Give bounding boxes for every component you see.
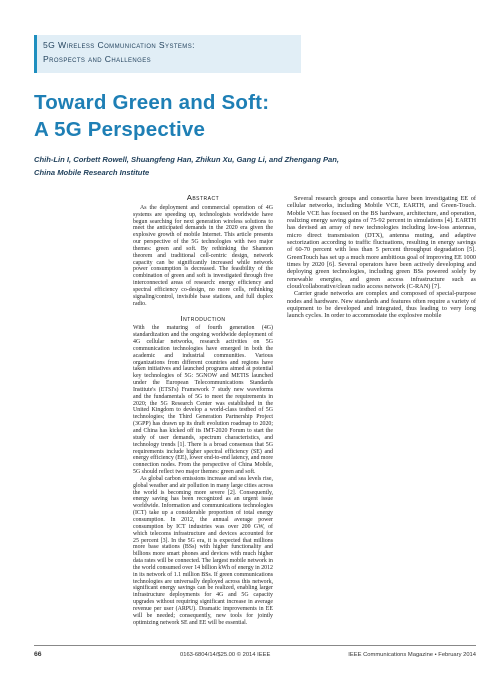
copyright-line: 0163-6804/14/$25.00 © 2014 IEEE [180, 652, 271, 658]
series-header-line1: 5G Wireless Communication Systems: [43, 40, 195, 50]
footer-rule [34, 645, 476, 646]
article-title-line2: A 5G Perspective [34, 118, 206, 141]
intro-paragraph-3: Several research groups and consortia have been investigating EE of cellular networks, including Mobile VCE, EARTH, and Green-Touch. Mobile VCE has focused on the BS hardware, architecture, and operation, realizing energy saving gains of 75-92 percent in simulations [4]. EARTH has devised an array of new technologies including low-loss antennas, micro direct transmission (DTX), antenna muting, and adaptive sectorization according to traffic fluctuations, resulting in energy savings of 60-70 percent with less than 5 percent throughput degradation [5]. GreenTouch has set up a much more ambitious goal of improving EE 1000 times by 2020 [6]. Several operators have been actively developing and deploying green technologies, including green BSs powered solely by renewable energies, and green access infrastructure such as cloud/collaborative/clean radio access network (C-RAN) [7]. [287, 195, 476, 290]
abstract-text: As the deployment and commercial operation of 4G systems are speeding up, technologists worldwide have begun searching for next generation wireless solutions to meet the anticipated demands in the 2020 era given the explosive growth of mobile Internet. This article presents our perspective of the 5G technologies with two major themes: green and soft. By rethinking the Shannon theorem and traditional cell-centric design, network capacity can be significantly increased while network power consumption is decreased. The feasibility of the combination of green and soft is investigated through five interconnected areas of research: energy efficiency and spectral efficiency co-design, no more cells, rethinking signaling/control, invisible base stations, and full duplex radio. [133, 204, 273, 307]
left-column [133, 195, 273, 626]
article-title-line1: Toward Green and Soft: [34, 91, 270, 114]
intro-paragraph-1: With the maturing of fourth generation (4G) standardization and the ongoing worldwide deployment of 4G cellular networks, research activities on 5G communication technologies have emerged in both the academic and industrial communities. Various organizations from different countries and regions have taken initiatives and launched programs aimed at potential key technologies of 5G: 5GNOW and METIS launched under the European Telecommunications Standards Institute's (ETSI's) Framework 7 study new waveforms and the fundamentals of 5G to meet the requirements in 2020; the 5G Research Center was established in the United Kingdom to develop a world-class testbed of 5G technologies; the Third Generation Partnership Project (3GPP) has drawn up its draft evolution roadmap to 2020; and China has kicked off its IMT-2020 Forum to start the study of user demands, spectrum characteristics, and technology trends [1]. There is a broad consensus that 5G requirements include higher spectral efficiency (SE) and energy efficiency (EE), lower end-to-end latency, and more connection nodes. From the perspective of China Mobile, 5G should reflect two major themes: green and soft. [133, 325, 273, 476]
authors-affiliation: China Mobile Research Institute [34, 168, 150, 177]
intro-paragraph-2: As global carbon emissions increase and sea levels rise, global weather and air pollution in many large cities across the world is becoming more severe [2]. Consequently, energy saving has been recognized as an urgent issue worldwide. Information and communications technologies (ICT) take up a considerable proportion of total energy consumption. In 2012, the annual average power consumption by ICT industries was over 200 GW, of which telecoms infrastructure and devices accounted for 25 percent [3]. In the 5G era, it is expected that millions more base stations (BSs) with higher functionality and billions more smart phones and devices with much higher data rates will be connected. The largest mobile network in the world consumed over 14 billion kWh of energy in 2012 in its network of 1.1 million BSs. If green communications technologies are universally deployed across this network, significant energy savings can be realized, enabling larger infrastructure deployments for 4G and 5G capacity upgrades without requiring significant increase in average revenue per user (ARPU). Dramatic improvements in EE will be needed; consequently, new tools for jointly optimizing network SE and EE will be essential. [133, 475, 273, 626]
series-header-line2: Prospects and Challenges [43, 54, 152, 64]
page-number: 66 [34, 651, 42, 658]
intro-paragraph-4: Carrier grade networks are complex and composed of special-purpose nodes and hardware. New standards and features often require a variety of equipment to be developed and integrated, thus leading to very long launch cycles. In order to accommodate the explosive mobile [287, 290, 476, 320]
series-header [34, 35, 301, 73]
introduction-heading: Introduction [180, 313, 226, 323]
authors-line1: Chih-Lin I, Corbett Rowell, Shuangfeng Han, Zhikun Xu, Gang Li, and Zhengang Pan, [34, 155, 340, 164]
abstract-heading: Abstract [186, 193, 220, 202]
journal-info: IEEE Communications Magazine • February 2014 [348, 652, 476, 658]
right-column [287, 195, 476, 320]
